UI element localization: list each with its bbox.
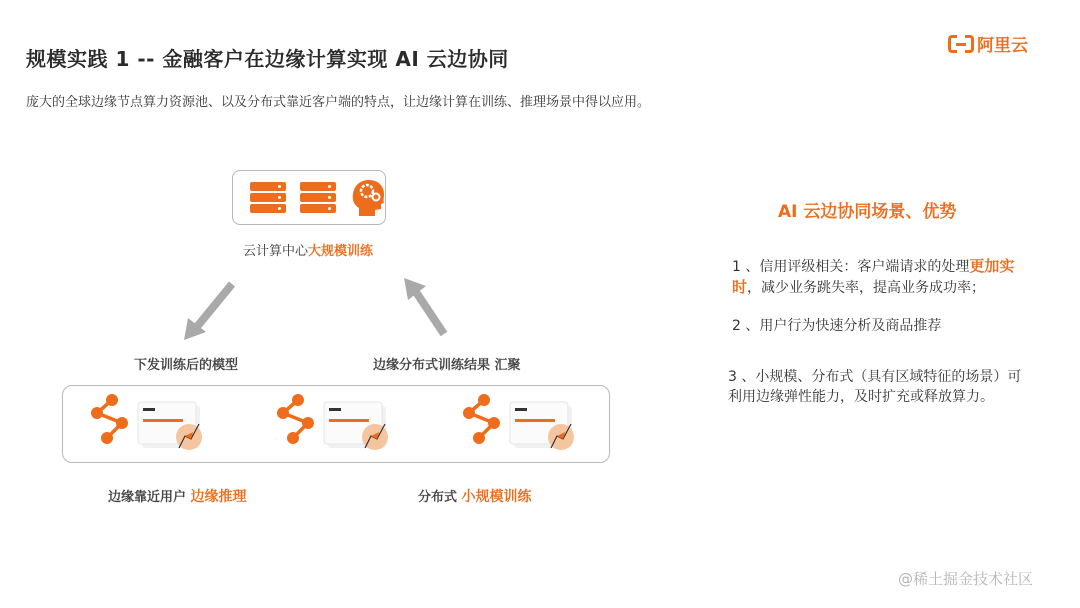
- aliyun-logo: [948, 31, 1028, 56]
- arrow-down-left-icon: [180, 280, 240, 342]
- edge-node-icon: [271, 386, 411, 464]
- page-title: 规模实践 1 -- 金融客户在边缘计算实现 AI 云边协同: [26, 47, 509, 71]
- arrow-up-label: 边缘分布式训练结果 汇聚: [373, 358, 521, 373]
- edge-training-label: 分布式 小规模训练: [418, 489, 532, 505]
- edge-nodes-box: [62, 385, 610, 463]
- advantage-item-1: 1 、信用评级相关：客户端请求的处理更加实时，减少业务跳失率，提高业务成功率；: [732, 257, 1015, 296]
- edge-node-icon: [457, 386, 597, 464]
- watermark: @稀土掘金技术社区: [898, 570, 1034, 588]
- arrow-up-left-icon: [400, 276, 454, 340]
- advantage-item-3: 3 、小规模、分布式（具有区域特征的场景）可利用边缘弹性能力，及时扩充或释放算力。: [728, 369, 1022, 405]
- edge-node: [271, 386, 411, 464]
- cloud-center-box: [232, 170, 386, 225]
- advantages-title: AI 云边协同场景、优势: [778, 202, 957, 222]
- edge-node-icon: [85, 386, 225, 464]
- cloud-center-label: 云计算中心大规模训练: [243, 244, 374, 259]
- logo-text: 阿里云: [977, 36, 1028, 56]
- edge-node: [85, 386, 225, 464]
- edge-inference-label: 边缘靠近用户 边缘推理: [108, 489, 247, 505]
- server-icon: [250, 182, 286, 215]
- page-subtitle: 庞大的全球边缘节点算力资源池、以及分布式靠近客户端的特点，让边缘计算在训练、推理场景中得以应用。: [26, 95, 651, 110]
- server-icon: [300, 182, 336, 215]
- aliyun-logo-icon: [948, 35, 974, 53]
- edge-node: [457, 386, 597, 464]
- advantage-item-2: 2 、用户行为快速分析及商品推荐: [732, 318, 942, 334]
- ai-head-icon: [351, 178, 387, 218]
- arrow-down-label: 下发训练后的模型: [134, 358, 239, 373]
